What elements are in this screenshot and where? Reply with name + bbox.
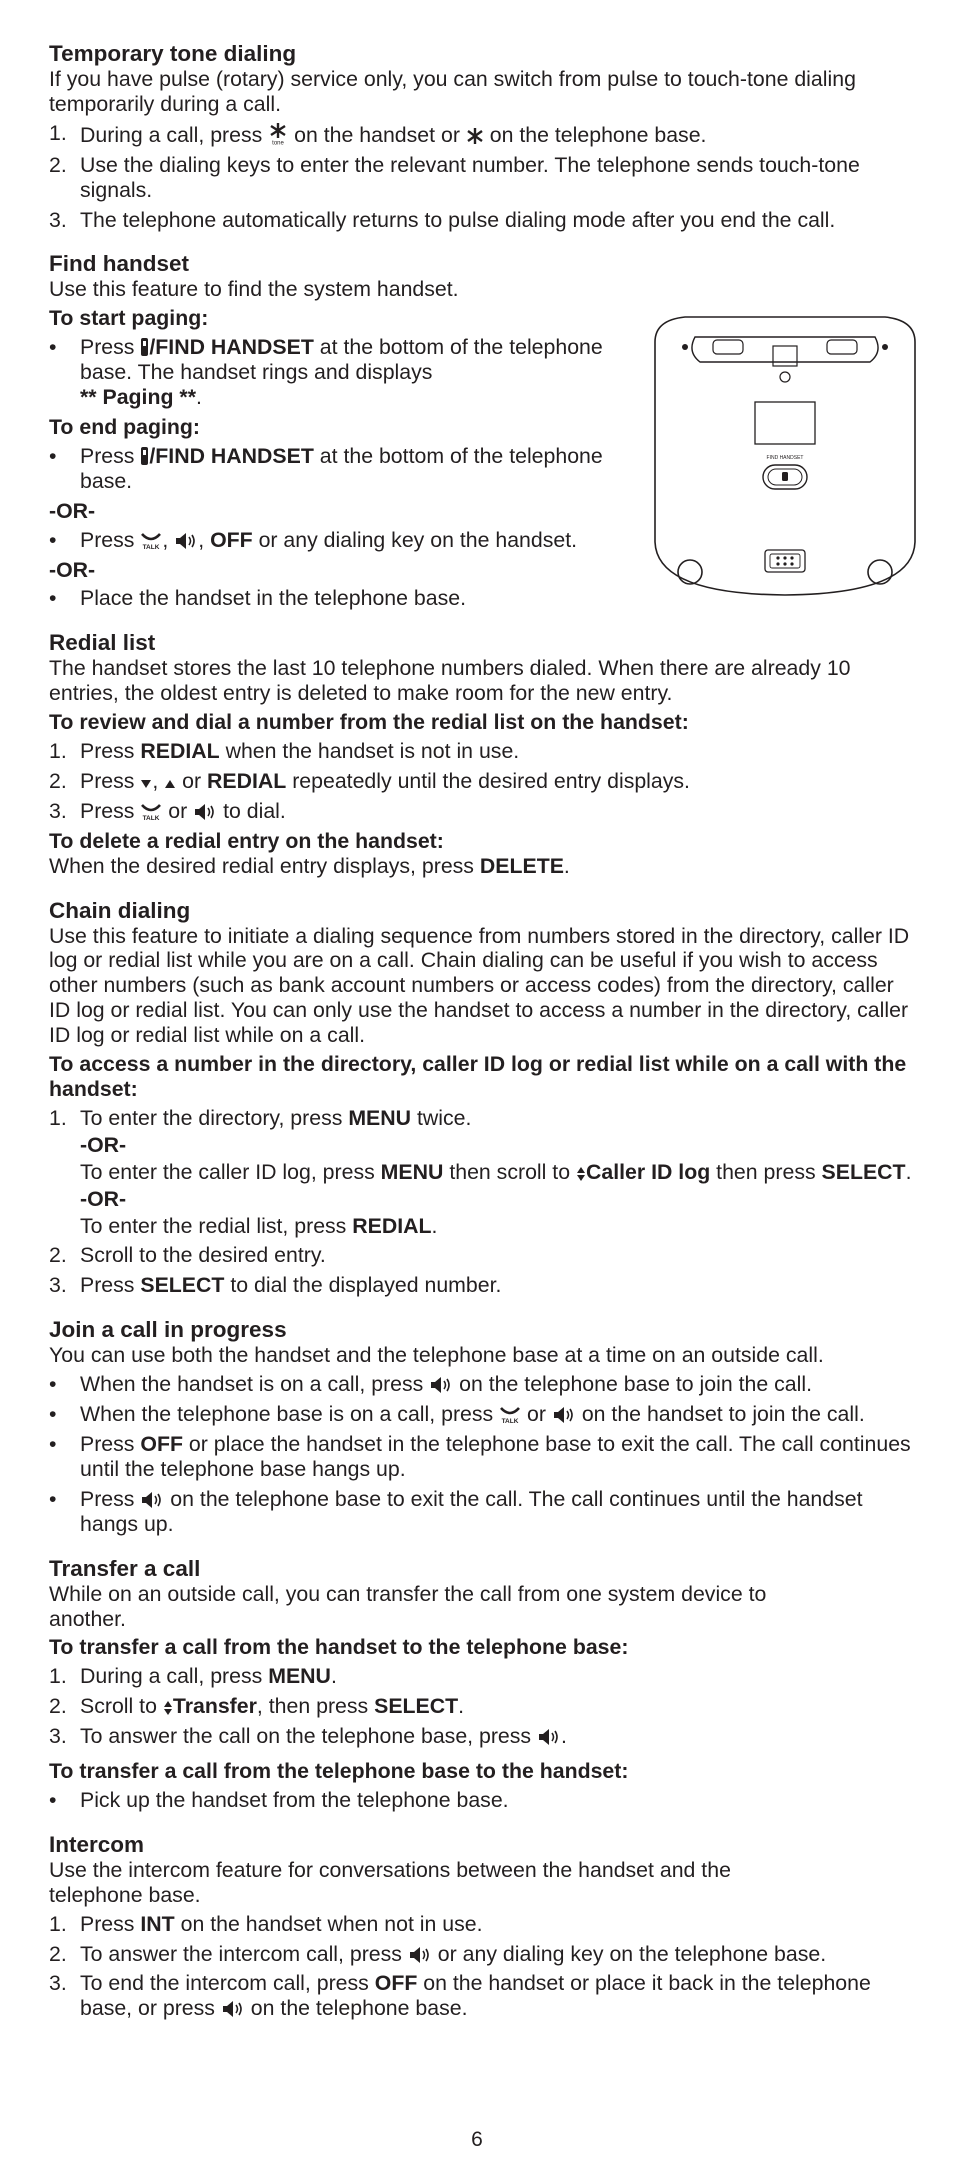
svg-text:tone: tone: [272, 140, 285, 145]
step-2: 2. Press , or REDIAL repeatedly until the desired entry displays.: [49, 768, 690, 793]
talk-icon: [499, 1404, 521, 1424]
section-chain-dialing: [49, 897, 919, 1299]
speaker-icon: [408, 1946, 432, 1964]
end-paging-alt-list: [49, 528, 919, 553]
section-temporary-tone: [49, 40, 919, 232]
section-intro: The handset stores the last 10 telephone numbers dialed. When there are already 10 entries, the oldest entry is deleted to make room for the new entry.: [49, 656, 851, 706]
redial-option: To enter the redial list, press REDIAL.: [80, 1213, 438, 1238]
step-1: 1. During a call, press MENU.: [49, 1664, 337, 1689]
section-intro: Use the intercom feature for conversations between the handset and the telephone base.: [49, 1857, 731, 1907]
steps-list: [49, 739, 919, 824]
find-handset-label: FIND HANDSET: [766, 455, 804, 462]
section-intro: While on an outside call, you can transfer the call from one system device to another.: [49, 1581, 767, 1631]
svg-text:TALK: TALK: [501, 1418, 519, 1425]
caller-id-option: To enter the caller ID log, press MENU then scroll to Caller ID log then press SELECT.: [80, 1159, 912, 1184]
step-1: 1. Press INT on the handset when not in use.: [49, 1911, 483, 1936]
or-separator: -OR-: [80, 1132, 127, 1157]
step-3: 3. The telephone automatically returns to pulse dialing mode after you end the call.: [49, 207, 836, 232]
bullet-list: [49, 1788, 919, 1813]
list-item: • Press TALK , , OFF or any dialing key on the handset.: [49, 527, 578, 552]
page-number: 6: [471, 2128, 483, 2151]
list-item: • Place the handset in the telephone base.: [49, 586, 467, 611]
steps-list: [49, 121, 919, 233]
speaker-icon: [537, 1728, 561, 1746]
access-label: To access a number in the directory, caller ID log or redial list while on a call with the handset:: [49, 1052, 907, 1101]
delete-label: To delete a redial entry on the handset:: [49, 828, 444, 853]
list-item: • Press on the telephone base to exit the call. The call continues until the handset hangs up.: [49, 1486, 863, 1536]
svg-text:TALK: TALK: [142, 543, 160, 550]
delete-text: When the desired redial entry displays, press DELETE.: [49, 853, 570, 878]
section-title: Intercom: [49, 1831, 145, 1857]
speaker-icon: [193, 803, 217, 821]
list-item: • Press OFF or place the handset in the telephone base to exit the call. The call continues until the telephone base hangs up.: [49, 1431, 911, 1481]
section-title: Redial list: [49, 630, 156, 656]
down-arrow-icon: [140, 777, 152, 791]
steps-list: [49, 1106, 919, 1298]
step-2: 2. Use the dialing keys to enter the relevant number. The telephone sends touch-tone signals.: [49, 152, 860, 202]
or-separator: -OR-: [49, 498, 96, 523]
step-2: 2. Scroll to Transfer, then press SELECT.: [49, 1694, 465, 1719]
talk-icon: [140, 801, 162, 821]
section-title: Temporary tone dialing: [49, 41, 297, 66]
end-paging-label: To end paging:: [49, 414, 201, 439]
start-paging-label: To start paging:: [49, 306, 209, 331]
step-2: 2. Scroll to the desired entry.: [49, 1243, 326, 1268]
scroll-updown-icon: [163, 1700, 173, 1716]
svg-text:TALK: TALK: [142, 814, 160, 821]
star-icon: [466, 127, 484, 145]
steps-list: [49, 1912, 919, 2022]
bullet-list: [49, 1372, 919, 1536]
section-title: Chain dialing: [49, 897, 191, 923]
section-intro: Use this feature to find the system handset.: [49, 277, 459, 302]
step-3: 3. To end the intercom call, press OFF on the handset or place it back in the telephone base, or press on the telephone base.: [49, 1971, 871, 2021]
or-separator: -OR-: [80, 1186, 127, 1211]
telephone-base-illustration: [635, 302, 935, 602]
section-title: Join a call in progress: [49, 1317, 287, 1343]
speaker-icon: [552, 1406, 576, 1424]
section-join-call: [49, 1316, 919, 1536]
step-3: 3. Press SELECT to dial the displayed number.: [49, 1273, 502, 1298]
section-intercom: [49, 1831, 919, 2021]
section-intro: If you have pulse (rotary) service only, you can switch from pulse to touch-tone dialing temporarily during a call.: [49, 67, 856, 116]
scroll-updown-icon: [576, 1166, 586, 1182]
start-paging-list: [49, 335, 619, 410]
steps-list: [49, 1664, 919, 1749]
list-item: • Press /FIND HANDSET at the bottom of the telephone base. The handset rings and displays ** Paging **.: [49, 335, 603, 410]
section-find-handset: [49, 250, 919, 611]
step-2: 2. To answer the intercom call, press or any dialing key on the telephone base.: [49, 1941, 827, 1966]
section-intro: You can use both the handset and the telephone base at a time on an outside call.: [49, 1343, 824, 1368]
list-item: • When the telephone base is on a call, press TALK or on the handset to join the call.: [49, 1402, 865, 1427]
star-tone-icon: [268, 121, 288, 145]
section-intro: Use this feature to initiate a dialing sequence from numbers stored in the directory, caller ID log or redial list while you are on a call. Chain dialing can be useful if you wish to access other numbers (such as bank account numbers or access codes) from the directory, caller ID log or redial list. You can only use the handset to access a number in the directory, caller ID log or redial list while on a call.: [49, 923, 910, 1048]
speaker-icon: [429, 1376, 453, 1394]
step-1: 1. To enter the directory, press MENU twice. -OR- To enter the caller ID log, press MENU then scroll to Caller ID log then press SELECT. -OR- To enter the redial list, press REDIAL.: [49, 1106, 919, 1239]
manual-page: [49, 40, 919, 2039]
step-3: 3. To answer the call on the telephone base, press .: [49, 1724, 567, 1749]
list-item: • Pick up the handset from the telephone base.: [49, 1787, 509, 1812]
speaker-icon: [174, 532, 198, 550]
end-paging-list: [49, 444, 619, 494]
list-item: • When the handset is on a call, press on the telephone base to join the call.: [49, 1372, 813, 1397]
talk-icon: [140, 530, 162, 550]
step-1: 1. Press REDIAL when the handset is not in use.: [49, 739, 520, 764]
or-separator: -OR-: [49, 557, 96, 582]
section-transfer-call: [49, 1555, 919, 1813]
step-3: 3. Press TALK or to dial.: [49, 798, 286, 823]
speaker-icon: [221, 2000, 245, 2018]
to-base-label: To transfer a call from the handset to the telephone base:: [49, 1635, 629, 1660]
base-speaker-icon: [140, 1491, 164, 1509]
step-1: 1. During a call, press tone on the handset or on the telephone base.: [49, 120, 707, 147]
to-handset-label: To transfer a call from the telephone base to the handset:: [49, 1759, 629, 1784]
list-item: • Press /FIND HANDSET at the bottom of the telephone base.: [49, 443, 603, 493]
end-paging-alt-list-2: [49, 586, 919, 611]
section-title: Transfer a call: [49, 1555, 201, 1581]
section-title: Find handset: [49, 251, 189, 277]
section-redial-list: [49, 629, 919, 878]
review-label: To review and dial a number from the redial list on the handset:: [49, 710, 689, 735]
up-arrow-icon: [164, 777, 176, 791]
